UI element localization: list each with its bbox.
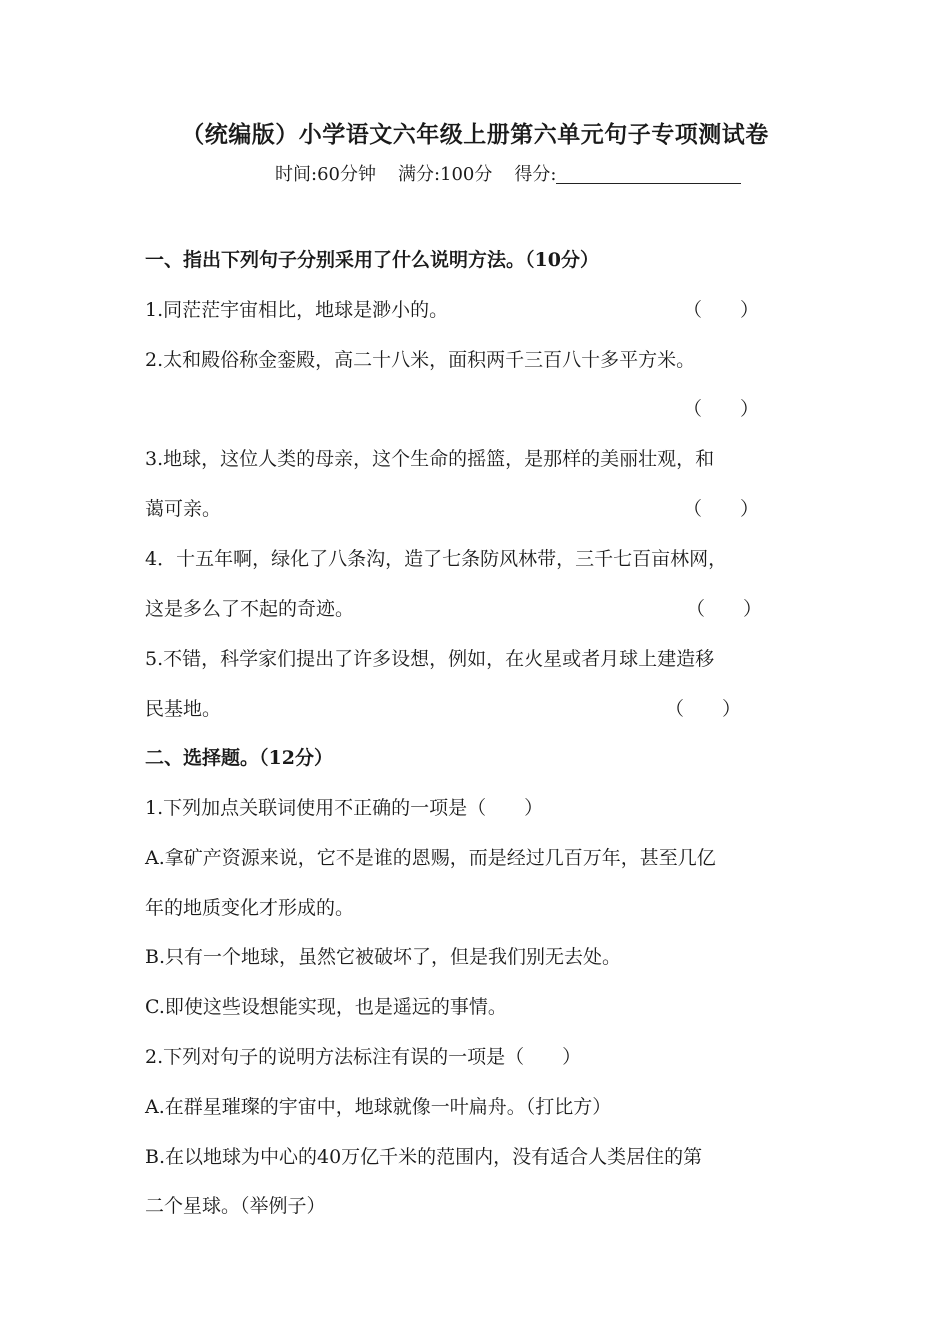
full-score: 满分:100分 <box>397 164 493 185</box>
s1-question-4-line-1: 4．十五年啊，绿化了八条沟，造了七条防风林带，三千七百亩林网， <box>145 548 728 570</box>
s1-question-5-line-2: 民基地。 <box>145 698 222 720</box>
s2-q1-option-a-line-1: A.拿矿产资源来说，它不是谁的恩赐，而是经过几百万年，甚至几亿 <box>145 847 716 869</box>
section-2-heading: 二、选择题。（12分） <box>145 747 333 769</box>
exam-title: （统编版）小学语文六年级上册第六单元句子专项测试卷 <box>181 121 769 148</box>
score-label: 得分: <box>514 164 557 185</box>
s1-answer-1: （ ） <box>683 299 760 321</box>
score-blank <box>556 165 741 184</box>
s1-question-3-line-2: 蔼可亲。 <box>145 498 222 520</box>
exam-meta <box>275 160 741 186</box>
s1-answer-2: （ ） <box>683 398 760 420</box>
s2-q2-option-b-line-1: B.在以地球为中心的40万亿千米的范围内，没有适合人类居住的第 <box>145 1146 703 1168</box>
s1-question-5-line-1: 5.不错，科学家们提出了许多设想，例如，在火星或者月球上建造移 <box>145 648 715 670</box>
s1-question-4-line-2: 这是多么了不起的奇迹。 <box>145 598 355 620</box>
s1-answer-5: （ ） <box>665 698 742 720</box>
s2-q1-option-c: C.即使这些设想能实现，也是遥远的事情。 <box>145 996 507 1018</box>
s1-question-2: 2.太和殿俗称金銮殿，高二十八米，面积两千三百八十多平方米。 <box>145 349 696 371</box>
s2-q2-option-b-line-2: 二个星球。（举例子） <box>145 1195 326 1217</box>
s2-question-1: 1.下列加点关联词使用不正确的一项是（ ） <box>145 797 544 819</box>
s1-question-3-line-1: 3.地球，这位人类的母亲，这个生命的摇篮，是那样的美丽壮观，和 <box>145 448 715 470</box>
s2-question-2: 2.下列对句子的说明方法标注有误的一项是（ ） <box>145 1046 582 1068</box>
section-1-heading: 一、指出下列句子分别采用了什么说明方法。（10分） <box>145 249 599 271</box>
s1-question-1: 1.同茫茫宇宙相比，地球是渺小的。 <box>145 299 449 321</box>
time-limit: 时间:60分钟 <box>275 164 376 185</box>
s1-answer-4: （ ） <box>686 598 763 620</box>
s2-q2-option-a: A.在群星璀璨的宇宙中，地球就像一叶扁舟。（打比方） <box>145 1096 612 1118</box>
s1-answer-3: （ ） <box>683 498 760 520</box>
s2-q1-option-b: B.只有一个地球，虽然它被破坏了，但是我们别无去处。 <box>145 946 622 968</box>
s2-q1-option-a-line-2: 年的地质变化才形成的。 <box>145 897 355 919</box>
